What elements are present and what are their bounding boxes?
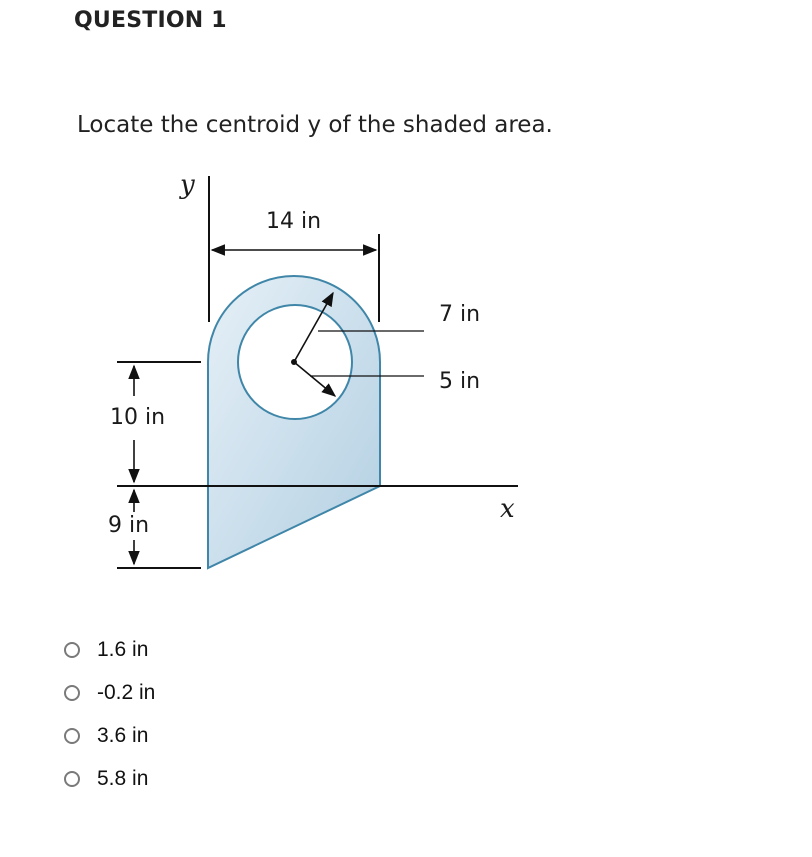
answer-option-label: 1.6 in: [97, 637, 149, 661]
inner-radius-label: 5 in: [439, 369, 481, 394]
outer-radius-label: 7 in: [439, 302, 481, 327]
question-prompt: Locate the centroid y of the shaded area.: [77, 112, 553, 138]
radio-button[interactable]: [64, 642, 80, 658]
answer-option[interactable]: [62, 671, 155, 714]
radio-button[interactable]: [64, 728, 80, 744]
answer-option[interactable]: [62, 714, 155, 757]
answer-option[interactable]: [62, 757, 155, 800]
answer-option-label: -0.2 in: [97, 680, 156, 704]
y-axis-label: y: [180, 170, 195, 200]
answer-options: [62, 628, 155, 800]
width-label: 14 in: [266, 209, 322, 234]
question-title: QUESTION 1: [74, 8, 227, 33]
center-point: [291, 359, 297, 365]
answer-option[interactable]: [62, 628, 155, 671]
radio-button[interactable]: [64, 771, 80, 787]
x-axis-label: x: [500, 494, 515, 524]
radio-button[interactable]: [64, 685, 80, 701]
answer-option-label: 3.6 in: [97, 723, 149, 747]
height-upper-label: 10 in: [110, 405, 166, 430]
answer-option-label: 5.8 in: [97, 766, 149, 790]
height-lower-label: 9 in: [108, 513, 150, 538]
